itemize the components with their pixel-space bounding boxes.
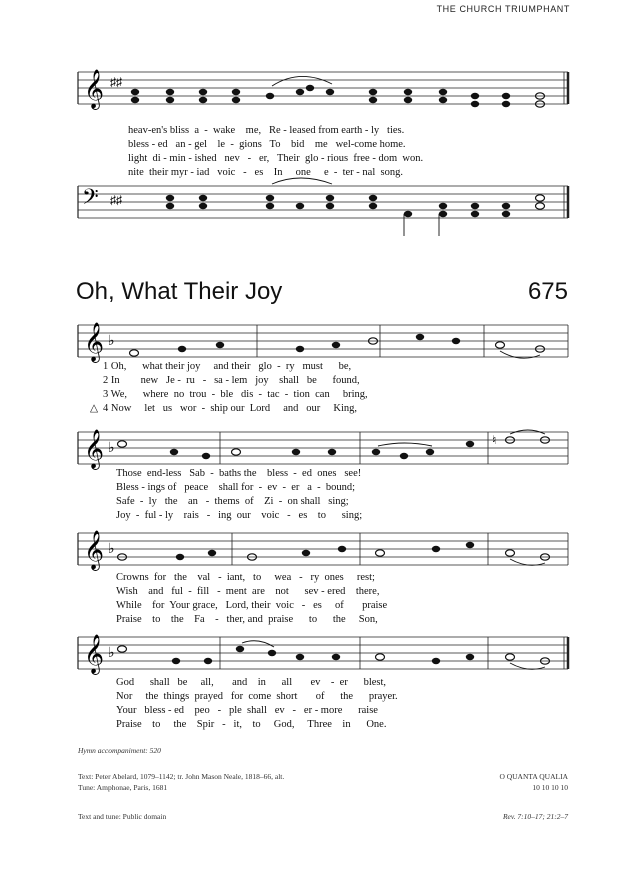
top-lyric-line: nite their myr - iad voic - es In one e - ter - nal song.: [128, 167, 403, 178]
verse-line: Wish and ful - fill - ment are not sev - ered there,: [116, 586, 380, 597]
top-lyric-line: light di - min - ished nev - er, Their glo - rious free - dom won.: [128, 153, 424, 164]
system4-staff: [0, 634, 640, 677]
svg-text:𝄞: 𝄞: [84, 634, 105, 674]
verse-line: Your bless - ed peo - ple shall ev - er - more raise: [116, 705, 378, 716]
svg-text:𝄞: 𝄞: [84, 429, 105, 469]
svg-text:𝄢: 𝄢: [82, 185, 99, 215]
triangle-icon: △: [90, 403, 99, 414]
hymn-number: 675: [527, 278, 568, 305]
accompaniment-note: Hymn accompaniment: 520: [78, 746, 161, 755]
svg-text:♭: ♭: [108, 542, 115, 557]
verse-line: Bless - ings of peace shall for - ev - er a - bound;: [116, 482, 356, 493]
verse-line: Those end-less Sab - baths the bless - ed ones see!: [116, 468, 362, 479]
rights-note: Text and tune: Public domain: [78, 812, 167, 821]
svg-text:𝄞: 𝄞: [84, 322, 105, 362]
verse-line: Crowns for the val - iant, to wea - ry ones rest;: [116, 572, 375, 583]
system4-lyrics: [0, 676, 640, 749]
system3-staff: [0, 530, 640, 573]
meter: 10 10 10 10: [532, 783, 568, 792]
verse-line: God shall be all, and in all ev - er blest,: [116, 677, 387, 688]
tune-credit: Tune: Amphonae, Paris, 1681: [78, 783, 168, 792]
svg-text:♮: ♮: [492, 433, 497, 447]
scripture-ref: Rev. 7:10–17; 21:2–7: [502, 812, 568, 821]
verse-line: Nor the things prayed for come short of the prayer.: [116, 691, 398, 702]
svg-text:♭: ♭: [108, 334, 115, 349]
section-header: THE CHURCH TRIUMPHANT: [436, 4, 570, 14]
system3-lyrics: [0, 571, 640, 644]
tune-name: O QUANTA QUALIA: [499, 772, 568, 781]
svg-text:♭: ♭: [108, 646, 115, 661]
svg-text:♯♯: ♯♯: [110, 193, 122, 207]
verse-line: Safe - ly the an - thems of Zi - on shall sing;: [116, 496, 349, 507]
verse-line: Praise to the Fa - ther, and praise to the Son,: [116, 614, 378, 625]
verse-line: Praise to the Spir - it, to God, Three in One.: [116, 719, 387, 730]
system2-lyrics: [0, 467, 640, 540]
verse-line: 1 Oh, what their joy and their glo - ry must be,: [103, 361, 352, 372]
svg-text:♯♯: ♯♯: [110, 75, 122, 89]
svg-text:𝄞: 𝄞: [84, 69, 105, 109]
top-treble-staff: [0, 69, 640, 122]
verse-line: Joy - ful - ly rais - ing our voic - es to sing;: [116, 510, 363, 521]
top-lyric-line: bless - ed an - gel le - gions To bid me wel-come home.: [128, 139, 406, 150]
verse-line: 3 We, where no trou - ble dis - tac - tion can bring,: [103, 389, 368, 400]
verse-line: While for Your grace, Lord, their voic - es of praise: [116, 600, 388, 611]
top-lyric-line: heav-en's bliss a - wake me, Re - leased from earth - ly ties.: [128, 125, 405, 136]
text-credit: Text: Peter Abelard, 1079–1142; tr. John Mason Neale, 1818–66, alt.: [78, 772, 285, 781]
hymn-title: Oh, What Their Joy: [76, 278, 283, 305]
svg-text:♭: ♭: [108, 441, 115, 456]
verse-line: 2 In new Je - ru - sa - lem joy shall be found,: [103, 375, 360, 386]
system1-staff: [0, 322, 640, 365]
system2-staff: [0, 429, 640, 472]
top-bass-staff: [0, 186, 640, 246]
verse-line: 4 Now let us wor - ship our Lord and our King,: [103, 403, 358, 414]
svg-text:𝄞: 𝄞: [84, 530, 105, 570]
